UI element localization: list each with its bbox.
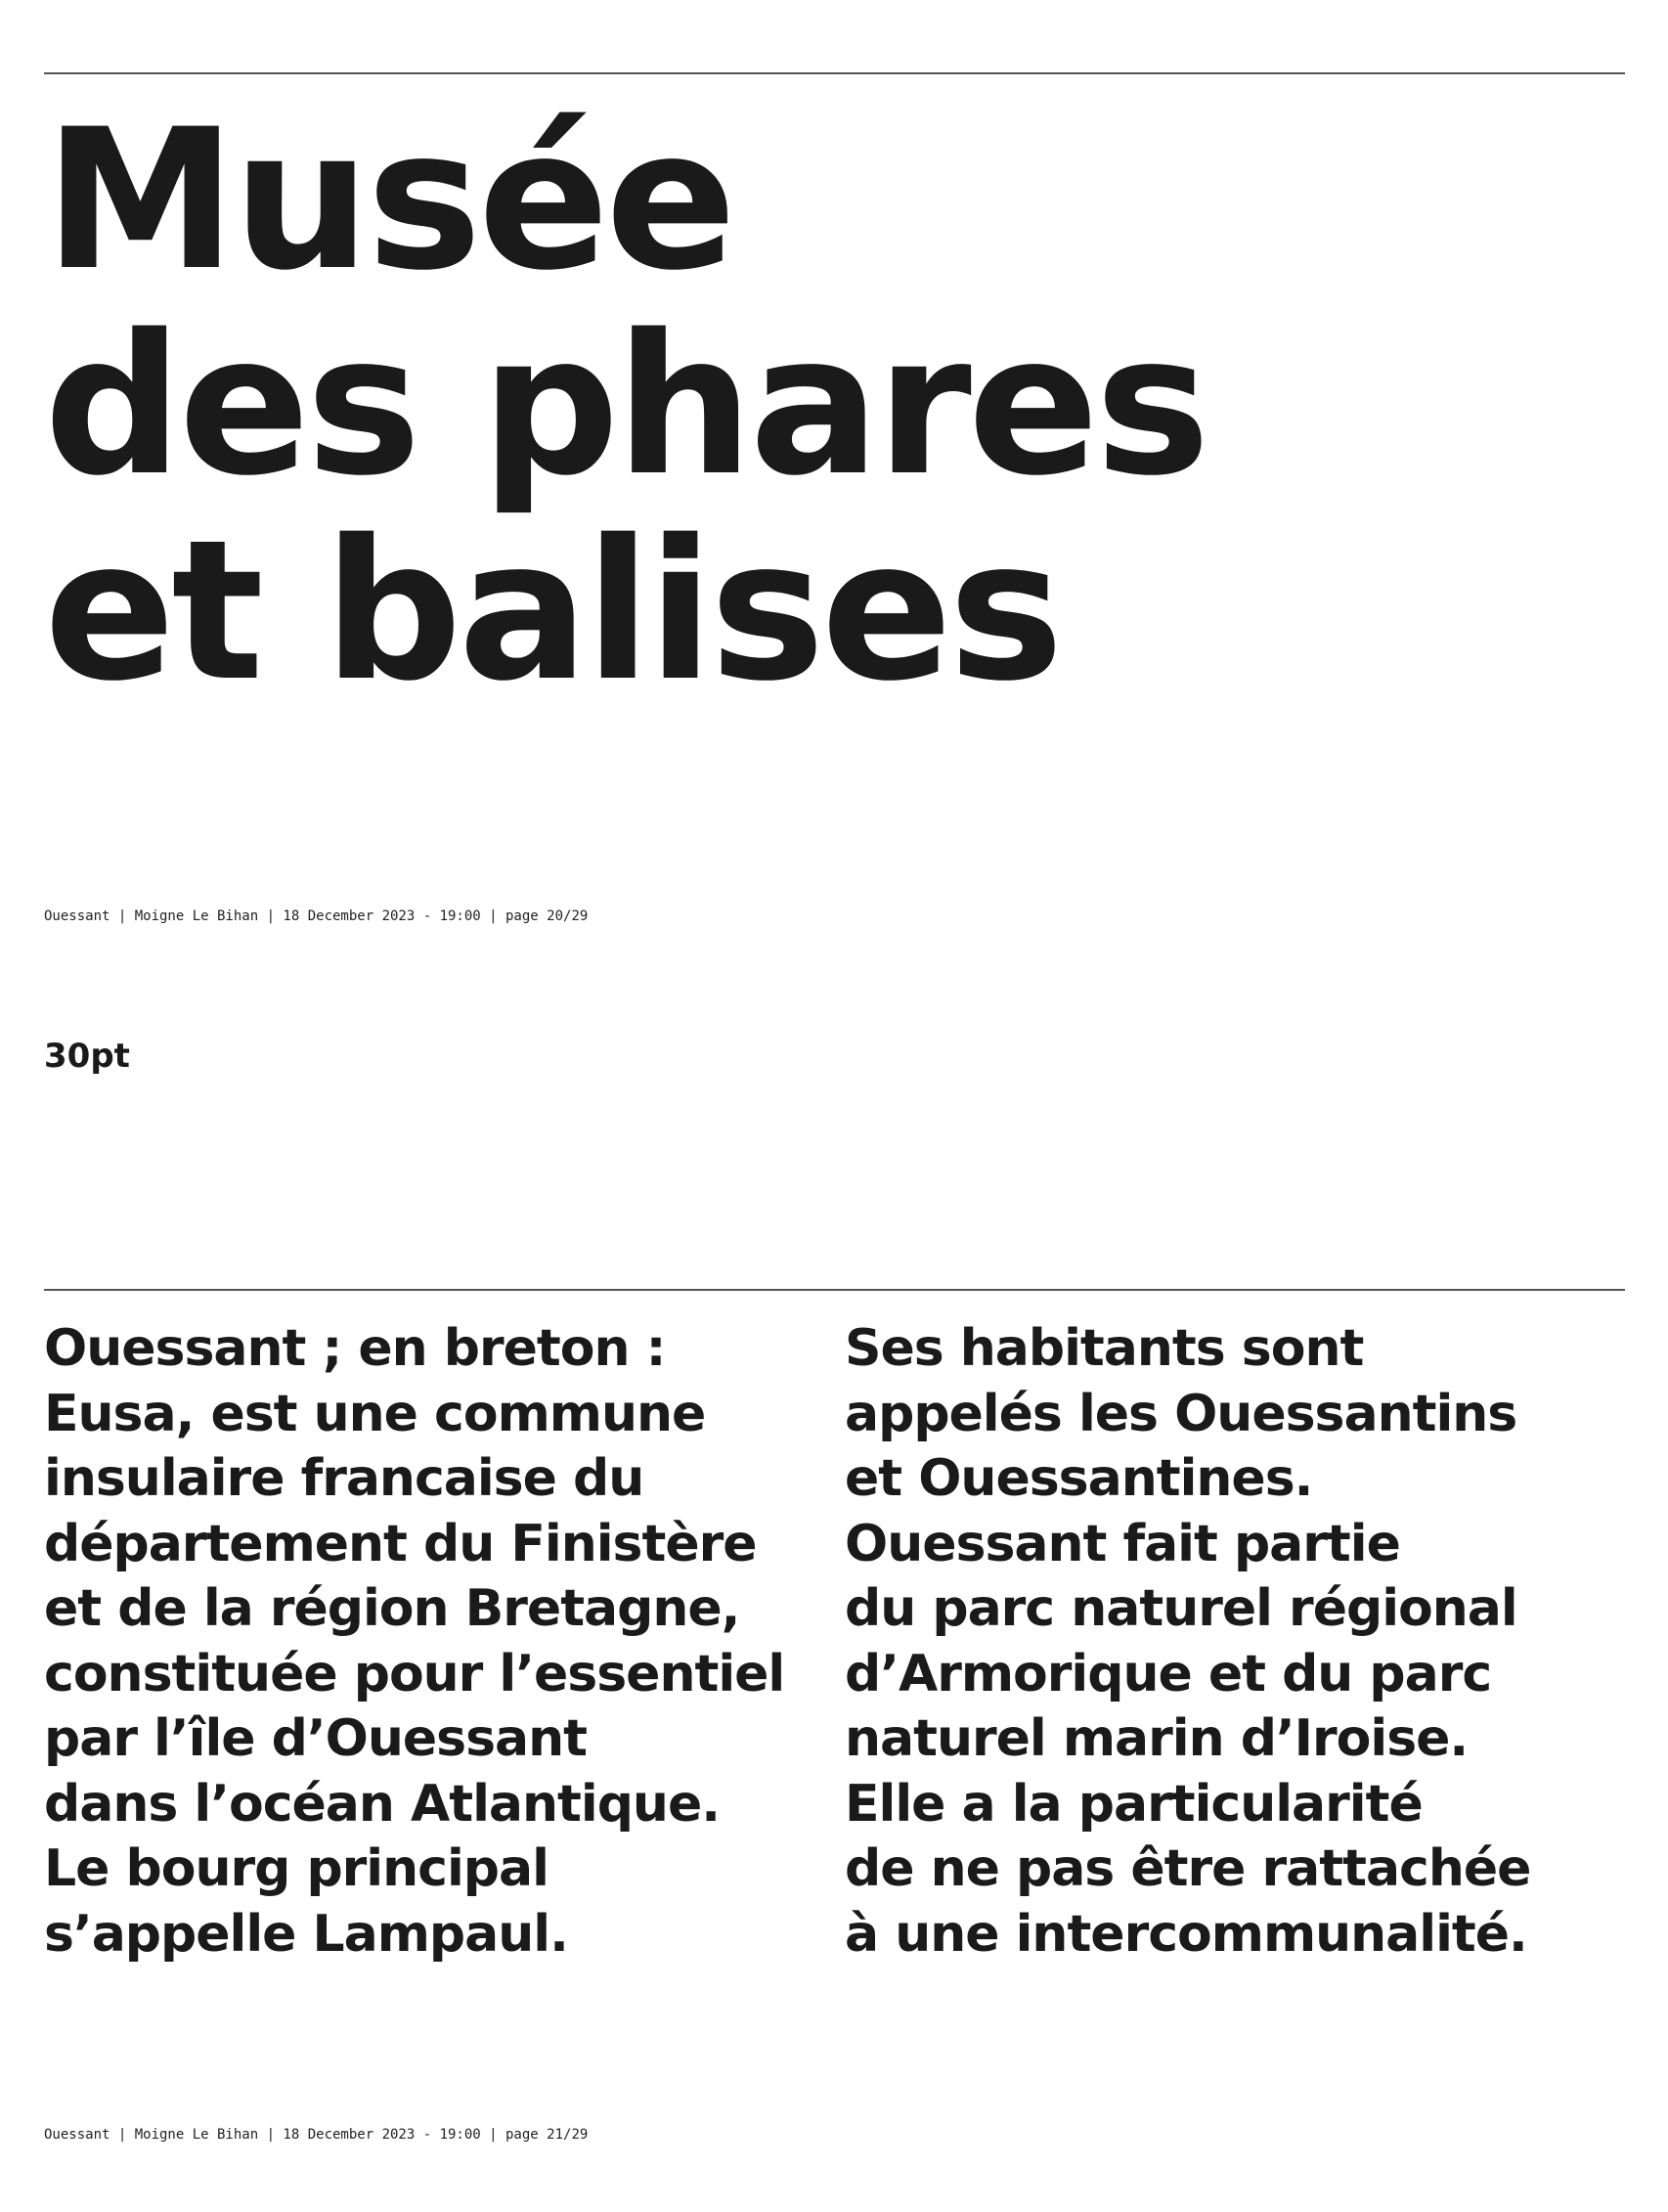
text-line: et Ouessantines. — [845, 1449, 1313, 1508]
text-line: à une intercommunalité. — [845, 1904, 1527, 1964]
text-line: insulaire francaise du — [44, 1449, 644, 1508]
page-title — [44, 87, 1569, 724]
text-line: Ouessant fait partie — [845, 1514, 1400, 1573]
page-footer-top: Ouessant | Moigne Le Bihan | 18 December 2023 - 19:00 | page 20/29 — [44, 908, 589, 924]
text-line: Elle a la particularité — [845, 1774, 1423, 1834]
text-line: s’appelle Lampaul. — [44, 1904, 568, 1964]
title-line: et balises — [44, 498, 1060, 724]
text-line: dans l’océan Atlantique. — [44, 1774, 720, 1834]
text-line: et de la région Bretagne, — [44, 1579, 740, 1638]
text-line: d’Armorique et du parc — [845, 1644, 1492, 1703]
text-line: Eusa, est une commune — [44, 1384, 706, 1443]
text-column-right — [845, 1316, 1627, 1967]
middle-divider — [44, 1289, 1625, 1291]
title-line: Musée — [44, 87, 733, 313]
text-line: de ne pas être rattachée — [845, 1839, 1531, 1898]
top-divider — [44, 72, 1625, 74]
text-line: Ouessant ; en breton : — [44, 1319, 666, 1378]
title-line: des phares — [44, 292, 1207, 518]
font-size-label: 30pt — [44, 1037, 130, 1076]
text-line: par l’île d’Ouessant — [44, 1709, 587, 1768]
text-line: appelés les Ouessantins — [845, 1384, 1517, 1443]
text-line: Le bourg principal — [44, 1839, 549, 1898]
text-line: constituée pour l’essentiel — [44, 1644, 785, 1703]
text-column-left — [44, 1316, 826, 1967]
text-line: naturel marin d’Iroise. — [845, 1709, 1469, 1768]
text-line: Ses habitants sont — [845, 1319, 1364, 1378]
text-line: département du Finistère — [44, 1514, 757, 1573]
page-footer-bottom: Ouessant | Moigne Le Bihan | 18 December 2023 - 19:00 | page 21/29 — [44, 2127, 589, 2143]
text-line: du parc naturel régional — [845, 1579, 1517, 1638]
